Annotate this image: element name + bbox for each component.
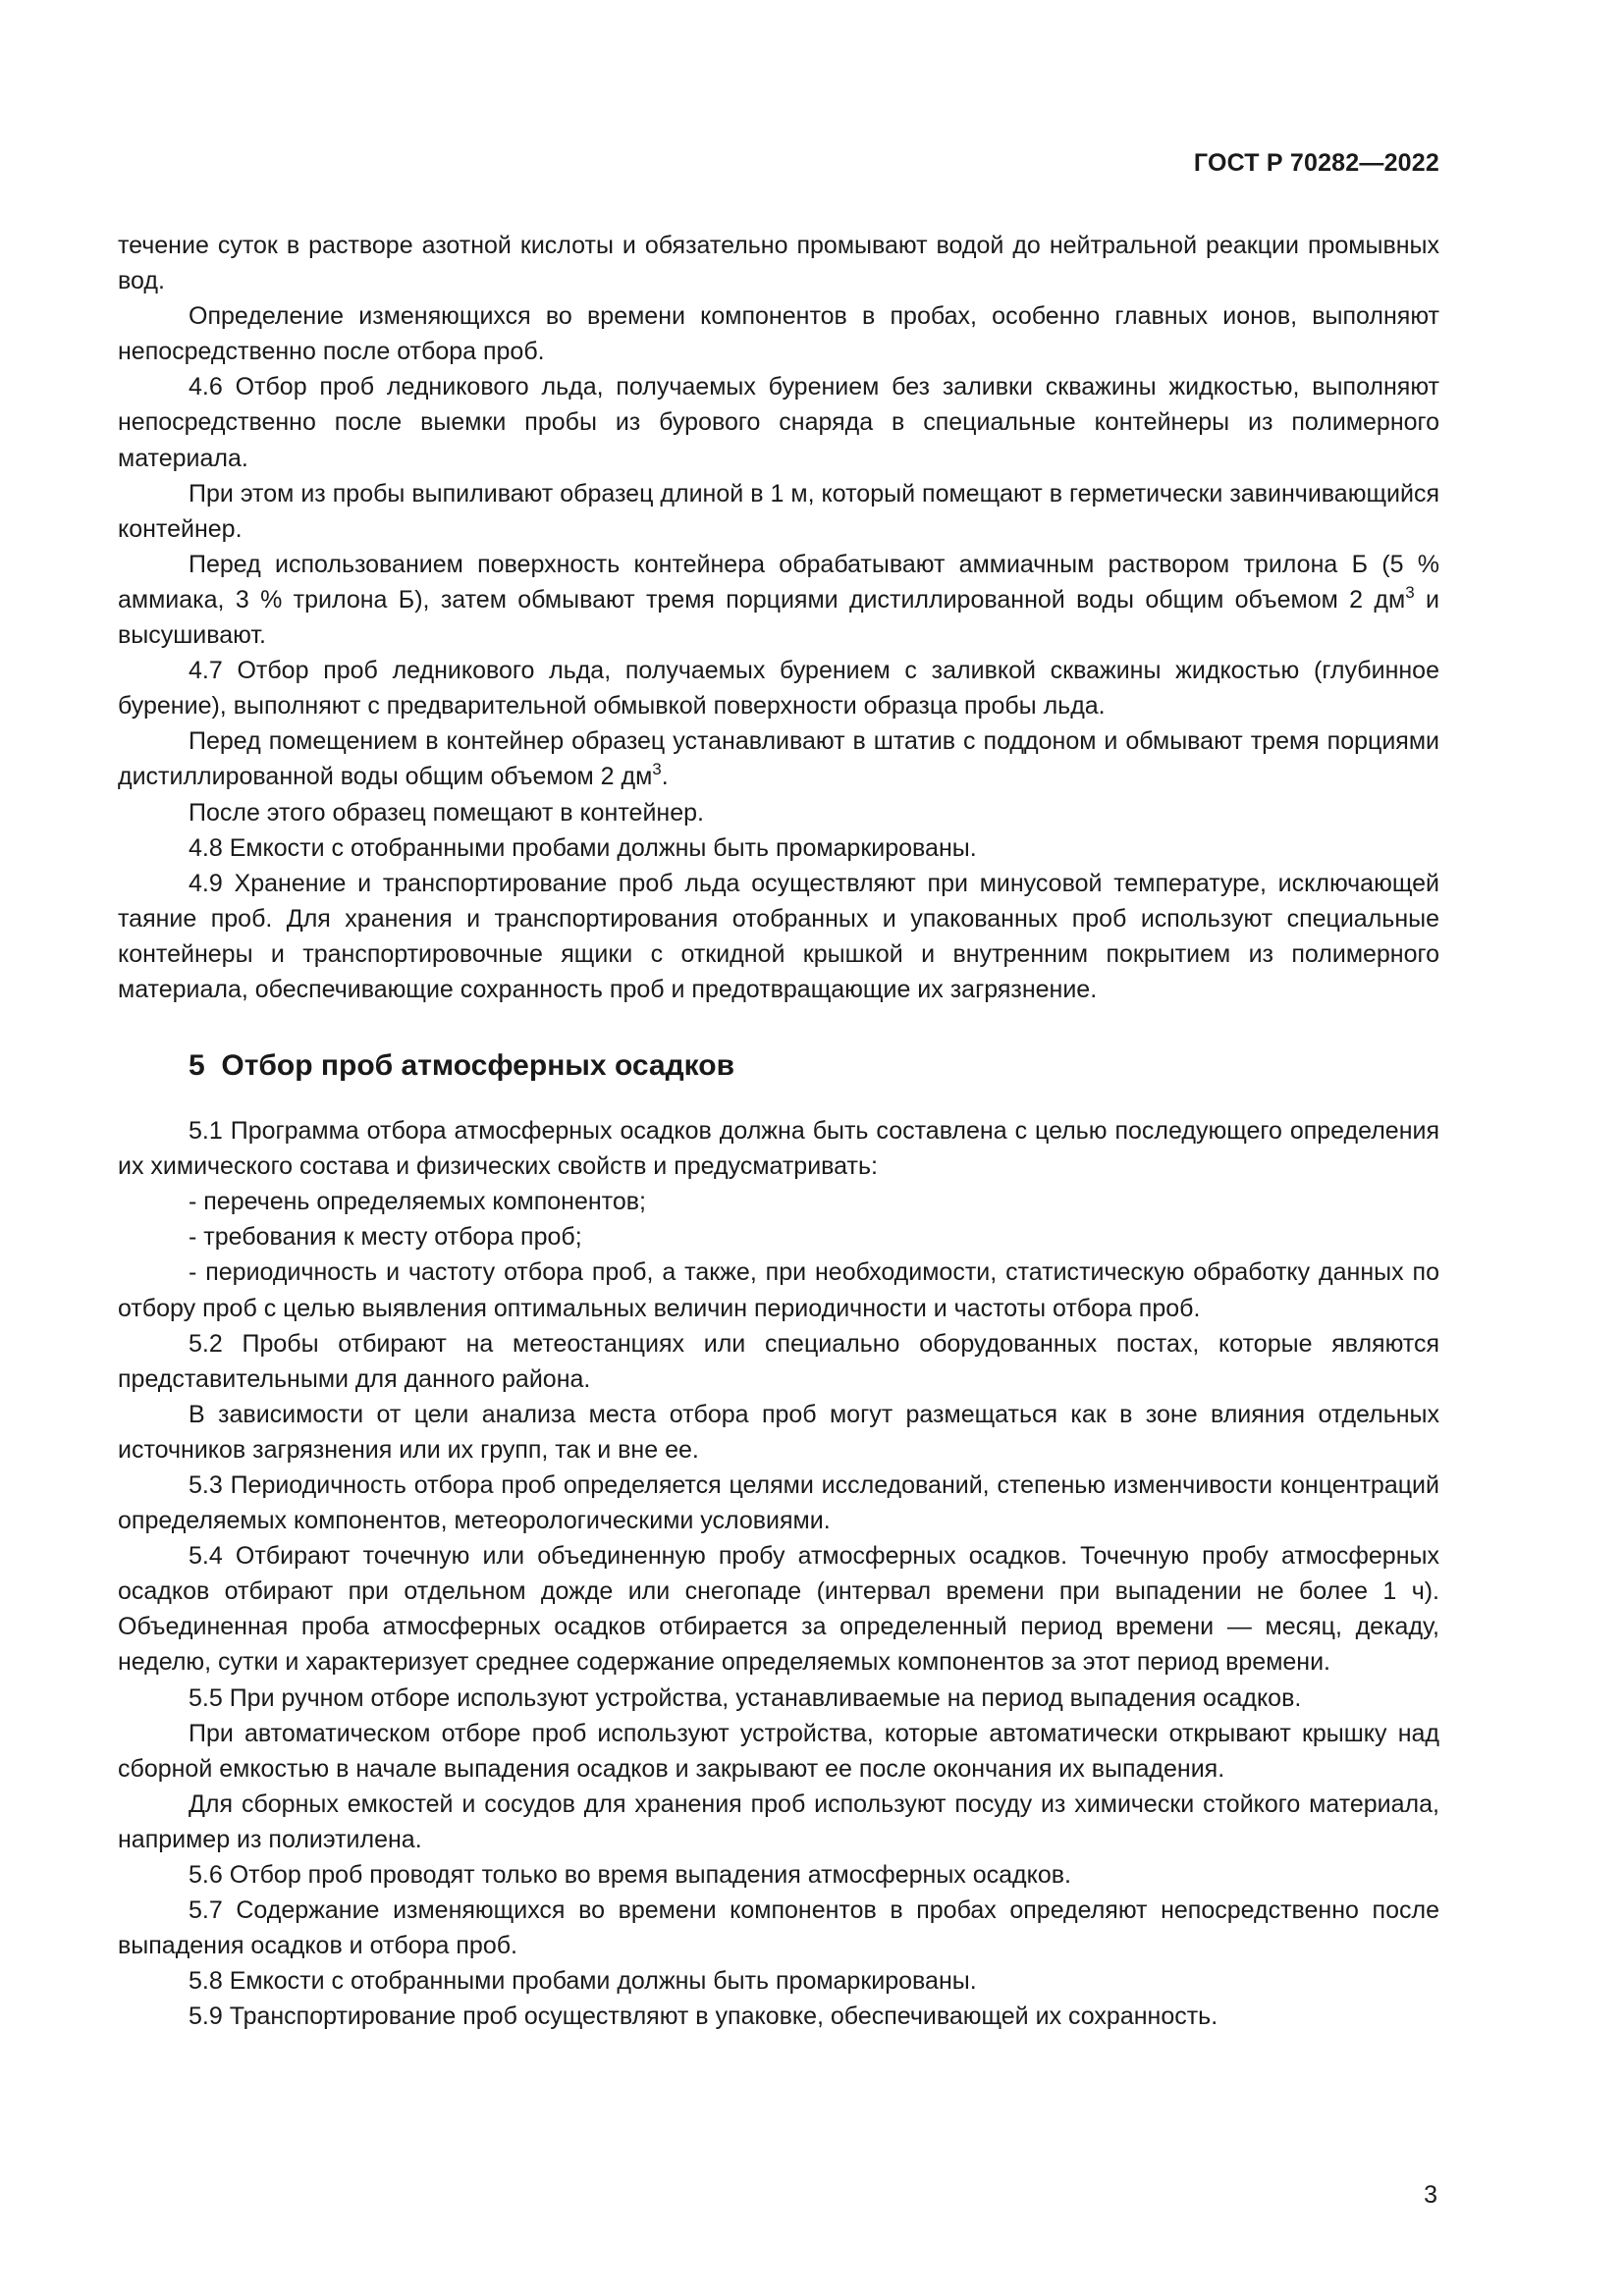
paragraph-5-7: 5.7 Содержание изменяющихся во времени компонентов в пробах определяют непосредственно после выпадения осадков и отбора проб.	[118, 1896, 1439, 1960]
paragraph: При автоматическом отборе проб используют устройства, которые автоматически открывают крышку над сборной емкостью в начале выпадения осадков и закрывают ее после окончания их выпадения.	[118, 1719, 1439, 1783]
superscript: 3	[1405, 582, 1415, 602]
paragraph: После этого образец помещают в контейнер.	[189, 798, 704, 827]
list-item: - периодичность и частоту отбора проб, а также, при необходимости, статистическую обработку данных по отбору проб с целью выявления оптимальных величин периодичности и частоты отбора проб.	[118, 1258, 1439, 1322]
paragraph-5-9: 5.9 Транспортирование проб осуществляют в упаковке, обеспечивающей их сохранность.	[189, 2002, 1218, 2031]
paragraph-5-5: 5.5 При ручном отборе используют устройства, устанавливаемые на период выпадения осадков.	[189, 1683, 1302, 1712]
paragraph-4-7: 4.7 Отбор проб ледникового льда, получаемых бурением с заливкой скважины жидкостью (глубинное бурение), выполняют с предварительной обмывкой поверхности образца пробы льда.	[118, 657, 1439, 721]
paragraph: При этом из пробы выпиливают образец длиной в 1 м, который помещают в герметически завинчивающийся контейнер.	[118, 479, 1439, 543]
paragraph: В зависимости от цели анализа места отбора проб могут размещаться как в зоне влияния отдельных источников загрязнения или их групп, так и вне ее.	[118, 1400, 1439, 1464]
paragraph-5-4: 5.4 Отбирают точечную или объединенную пробу атмосферных осадков. Точечную пробу атмосферных осадков отбирают при отдельном дожде или снегопаде (интервал времени при выпадении не более 1 ч). Объединенная проба атмосферных осадков отбирается за определенный период времени — месяц, декаду, неделю, сутки и характеризует среднее содержание определяемых компонентов за этот период времени.	[118, 1542, 1439, 1677]
paragraph: Определение изменяющихся во времени компонентов в пробах, особенно главных ионов, выполняют непосредственно после отбора проб.	[118, 302, 1439, 366]
list-item: - требования к месту отбора проб;	[189, 1223, 582, 1252]
section-heading	[118, 1046, 1439, 1086]
paragraph-text: Перед использованием поверхность контейнера обрабатывают аммиачным раствором трилона Б (5 % аммиака, 3 % трилона Б), затем обмывают тремя порциями дистиллированной воды общим объемом 2 дм	[118, 550, 1439, 614]
document-code-header: ГОСТ Р 70282—2022	[1193, 149, 1439, 177]
list-item: - перечень определяемых компонентов;	[189, 1188, 646, 1216]
paragraph-tail: .	[661, 763, 669, 791]
section-number: 5	[189, 1049, 205, 1083]
paragraph-continuation: течение суток в растворе азотной кислоты и обязательно промывают водой до нейтральной реакции промывных вод.	[118, 232, 1439, 295]
paragraph-text: Перед помещением в контейнер образец устанавливают в штатив с поддоном и обмывают тремя порциями дистиллированной воды общим объемом 2 дм	[118, 727, 1439, 791]
paragraph-5-3: 5.3 Периодичность отбора проб определяется целями исследований, степенью изменчивости концентраций определяемых компонентов, метеорологическими условиями.	[118, 1471, 1439, 1535]
superscript: 3	[652, 760, 662, 779]
paragraph-tail: и высушивают.	[118, 585, 1439, 650]
paragraph: Для сборных емкостей и сосудов для хранения проб используют посуду из химически стойкого материала, например из полиэтилена.	[118, 1789, 1439, 1853]
paragraph-with-superscript	[118, 547, 1439, 653]
paragraph-4-6: 4.6 Отбор проб ледникового льда, получаемых бурением без заливки скважины жидкостью, выполняют непосредственно после выемки пробы из бурового снаряда в специальные контейнеры из полимерного материала.	[118, 373, 1439, 472]
document-body	[118, 228, 1439, 2035]
paragraph-5-6: 5.6 Отбор проб проводят только во время выпадения атмосферных осадков.	[189, 1861, 1071, 1890]
paragraph-4-8: 4.8 Емкости с отобранными пробами должны быть промаркированы.	[189, 833, 977, 862]
page-number: 3	[1424, 2181, 1437, 2209]
section-title: Отбор проб атмосферных осадков	[221, 1049, 735, 1083]
paragraph-with-superscript	[118, 723, 1439, 794]
paragraph-4-9: 4.9 Хранение и транспортирование проб льда осуществляют при минусовой температуре, исключающей таяние проб. Для хранения и транспортирования отобранных и упакованных проб используют специальные контейнеры и транспортировочные ящики с откидной крышкой и внутренним покрытием из полимерного материала, обеспечивающие сохранность проб и предотвращающие их загрязнение.	[118, 869, 1439, 1003]
paragraph-5-1: 5.1 Программа отбора атмосферных осадков должна быть составлена с целью последующего определения их химического состава и физических свойств и предусматривать:	[118, 1117, 1439, 1181]
paragraph-5-8: 5.8 Емкости с отобранными пробами должны быть промаркированы.	[189, 1967, 977, 1996]
paragraph-5-2: 5.2 Пробы отбирают на метеостанциях или специально оборудованных постах, которые являются представительными для данного района.	[118, 1329, 1439, 1393]
